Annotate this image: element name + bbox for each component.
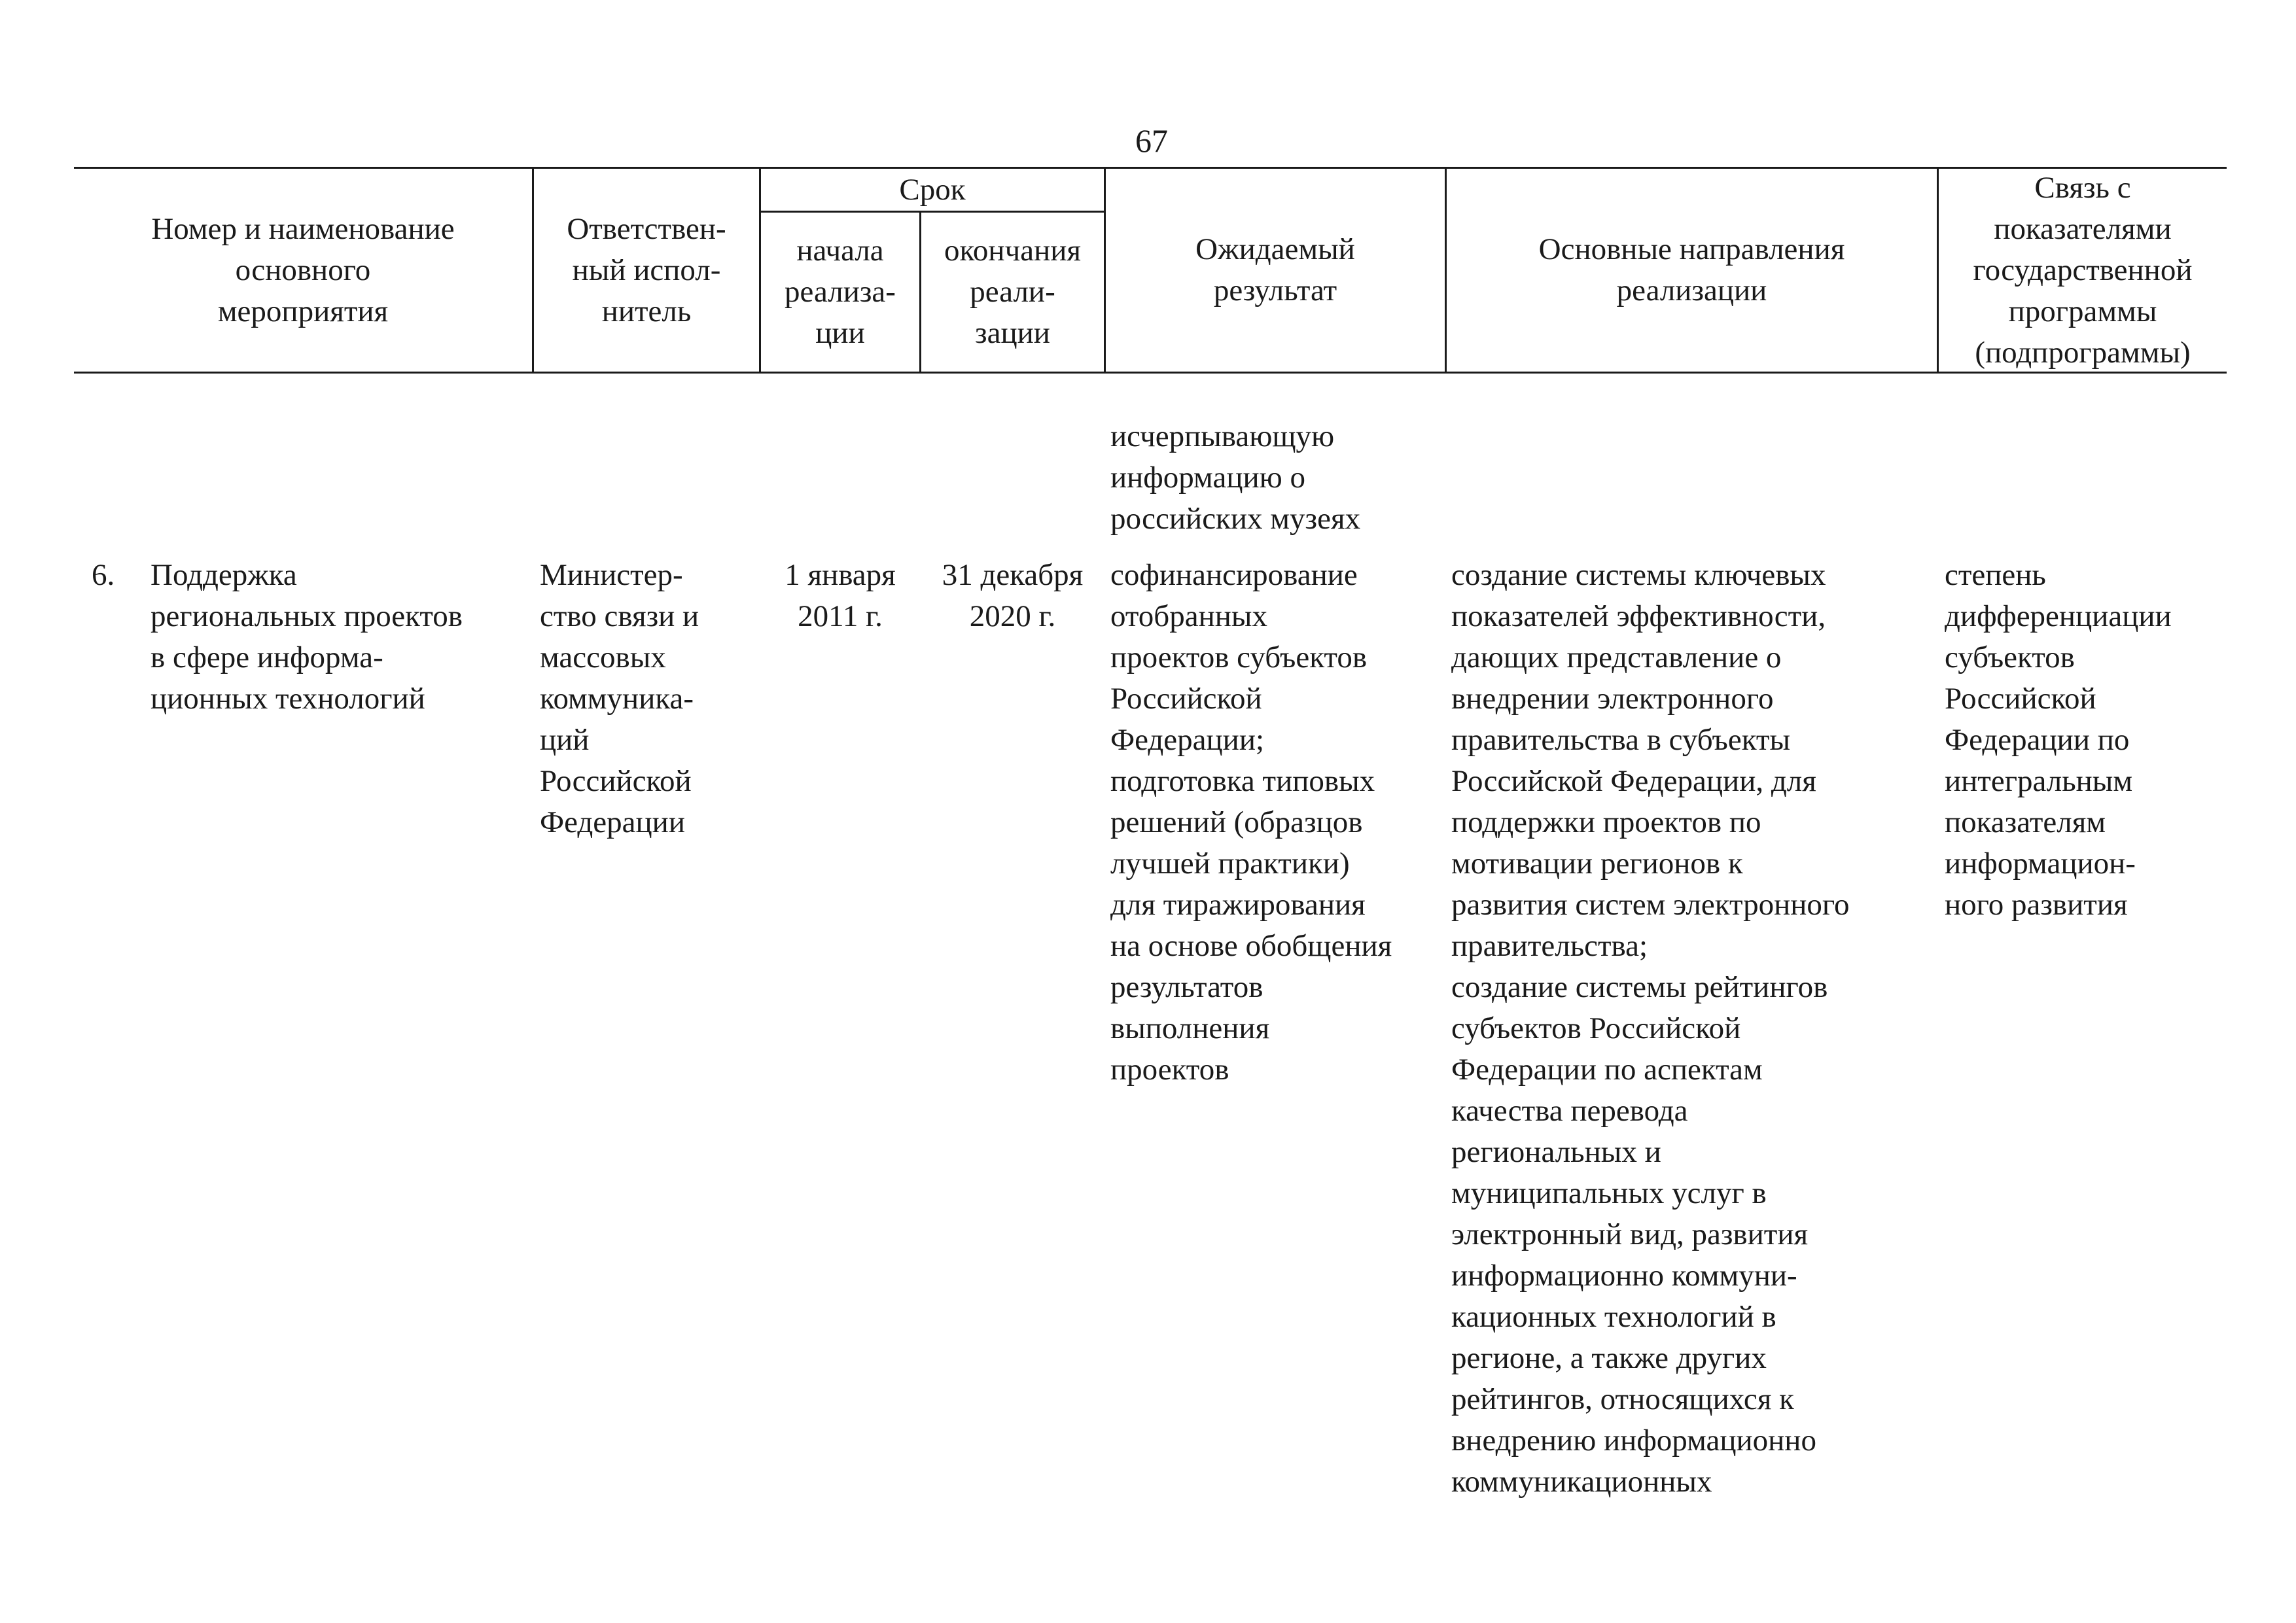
table-header-bottom-rule xyxy=(74,372,2227,374)
header-term: Срок xyxy=(899,172,966,207)
continuation-result: исчерпывающую информацию о российских музеях xyxy=(1110,419,1361,536)
row-name: Поддержка региональных проектов в сфере информа- ционных технологий xyxy=(150,558,463,716)
header-directions-cell xyxy=(1447,169,1937,372)
row-result: софинансирование отобранных проектов субъектов Российской Федерации; подготовка типовых решений (образцов лучшей практики) для тиражирования на основе обобщения результатов выполнения проектов xyxy=(1110,558,1392,1087)
header-link: Связь с показателями государственной программы (подпрограммы) xyxy=(1973,170,2193,370)
row-number: 6. xyxy=(92,558,115,592)
page-number: 67 xyxy=(1135,122,1168,159)
row-end: 31 декабря 2020 г. xyxy=(942,558,1084,633)
row-directions: создание системы ключевых показателей эффективности, дающих представление о внедрении электронного правительства в субъекты Российской Федерации, для поддержки проектов по мотивации регионов к развития систем электронного правительства; создание системы рейтингов субъектов Российской Федерации по аспектам качества перевода региональных и муниципальных услуг в электронный вид, развития информационно коммуни- кационных технологий в регионе, а также других рейтингов, относящихся к внедрению информационно коммуникационных xyxy=(1451,558,1850,1499)
header-name-cell xyxy=(74,169,532,372)
header-executor: Ответствен- ный испол- нитель xyxy=(567,211,726,328)
header-result: Ожидаемый результат xyxy=(1195,232,1355,307)
header-link-cell xyxy=(1939,169,2227,372)
header-result-cell xyxy=(1106,169,1445,372)
header-executor-cell xyxy=(534,169,759,372)
header-start-cell xyxy=(761,213,919,372)
header-end-cell xyxy=(921,213,1104,372)
header-term-cell xyxy=(761,169,1104,211)
header-end: окончания реали- зации xyxy=(944,234,1082,350)
row-start: 1 января 2011 г. xyxy=(785,558,896,633)
header-start: начала реализа- ции xyxy=(785,234,896,350)
row-executor: Министер- ство связи и массовых коммуника- ций Российской Федерации xyxy=(540,558,699,839)
header-name: Номер и наименование основного мероприятия xyxy=(151,211,455,328)
row-link: степень дифференциации субъектов Российской Федерации по интегральным показателям информацион- ного развития xyxy=(1945,558,2172,922)
header-directions: Основные направления реализации xyxy=(1538,232,1845,307)
